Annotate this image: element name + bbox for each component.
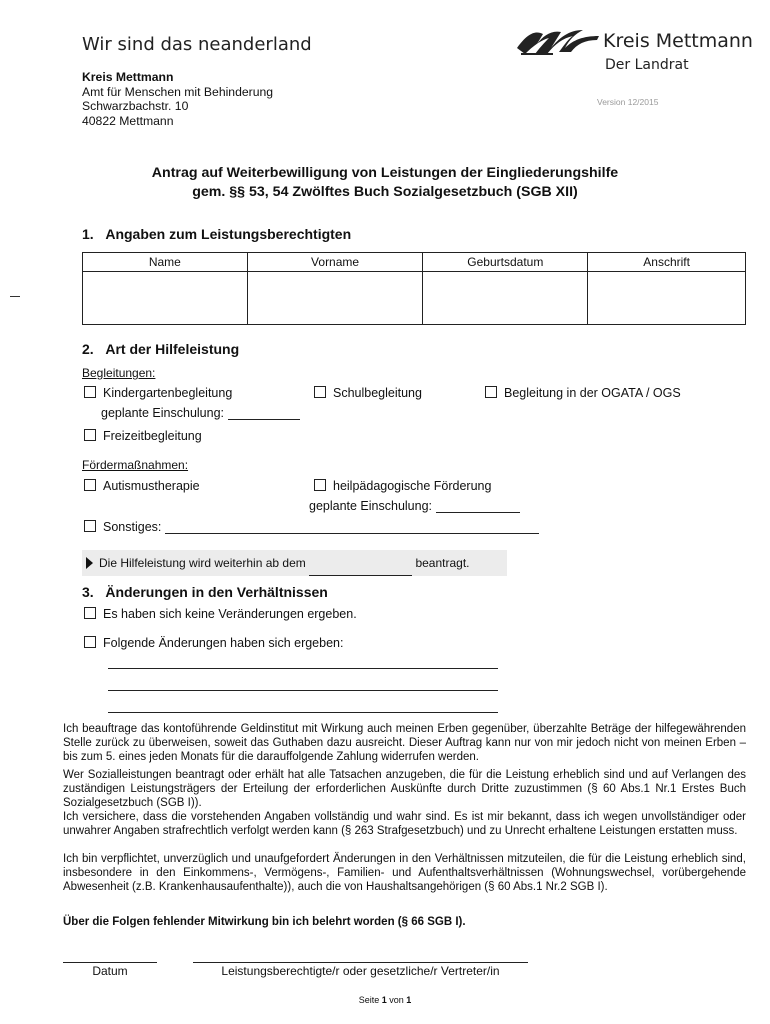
logo-subtitle: Der Landrat (605, 57, 689, 73)
page-total: 1 (406, 995, 412, 1005)
address-line: Kreis Mettmann (82, 70, 174, 84)
ogata-checkbox[interactable] (485, 386, 497, 398)
notice-text-pre: Die Hilfeleistung wird weiterhin ab dem (99, 556, 306, 570)
kindergarten-option[interactable] (84, 386, 232, 400)
changes-label: Folgende Änderungen haben sich ergeben: (103, 636, 344, 650)
geburtsdatum-field[interactable] (423, 272, 588, 325)
page-current: 1 (381, 995, 387, 1005)
address-line: Amt für Menschen mit Behinderung (82, 84, 274, 99)
vorname-field[interactable] (247, 272, 423, 325)
no-changes-option[interactable] (84, 607, 357, 621)
paragraph-assurance: Ich versichere, dass die vorstehenden Angaben vollständig und wahr sind. Es ist mir bekannt, dass ich wegen unvollständiger oder unwahrer Angaben strafrechtlich verfolgt werden kann (§ 263 Strafgesetzbuch) und zu Unrecht erhaltene Leistungen erstatten muss. (63, 811, 746, 837)
ogata-label: Begleitung in der OGATA / OGS (504, 386, 681, 400)
heilpaed-option[interactable] (314, 479, 491, 493)
changes-line-2[interactable] (108, 690, 498, 691)
paragraph-changes-duty: Ich bin verpflichtet, unverzüglich und unaufgefordert Änderungen in den Verhältnissen mitzuteilen, die für die Leistung erheblich sind, insbesondere in den Einkommens-, Vermögens-, Familien- und Aufenthaltsverhältnissen (Wohnungswechsel, vorübergehende Abwesenheit (z.B. Krankenhausaufenthalte)), auch die von Haushaltsangehörigen (§ 60 Abs.1 Nr.2 SGB I). (63, 853, 746, 893)
einschulung-field-2[interactable] (436, 501, 520, 513)
version-label: Version 12/2015 (597, 97, 659, 107)
logo-name: Kreis Mettmann (603, 30, 753, 52)
changes-line-1[interactable] (108, 668, 498, 669)
autismus-option[interactable] (84, 479, 200, 493)
date-label: Datum (92, 964, 128, 978)
kreis-mettmann-logo-icon (513, 24, 603, 58)
no-changes-label: Es haben sich keine Veränderungen ergeben. (103, 607, 357, 621)
schul-option[interactable] (314, 386, 422, 400)
paragraph-duty-to-inform: Wer Sozialleistungen beantragt oder erhält hat alle Tatsachen anzugeben, die für die Leistung erheblich sind und auf Verlangen des zuständigen Leistungsträgers der Erteilung der erforderlichen Auskünfte durch Dritte zuzustimmen (§ 60 Abs.1 Nr.1 Erstes Buch Sozialgesetzbuch (SGB I)). (63, 769, 746, 809)
sonstiges-label: Sonstiges: (103, 520, 162, 534)
form-title-line1: Antrag auf Weiterbewilligung von Leistungen der Eingliederungshilfe (151, 165, 619, 181)
paragraph-bank-authorization: Ich beauftrage das kontoführende Geldinstitut mit Wirkung auch meinen Erben gegenüber, überzahlte Beträge der hilfegewährenden Stelle zurück zu überweisen, soweit das Guthaben dazu ausreicht. Dieser Auftrag kann nur von mir jedoch nicht von meinen Erben – bis zum 5. eines jeden Monats für die darauffolgende Zahlung widerrufen werden. (63, 723, 746, 763)
page-middle: von (389, 995, 404, 1005)
col-vorname: Vorname (247, 253, 423, 272)
person-table (82, 252, 746, 325)
start-date-field[interactable] (309, 561, 412, 576)
slogan: Wir sind das neanderland (82, 34, 312, 55)
signer-signature-line[interactable] (193, 962, 528, 963)
address-line: Schwarzbachstr. 10 (82, 99, 189, 114)
einschulung-row-2 (309, 499, 520, 513)
changes-option[interactable] (84, 636, 343, 650)
section-2-heading: 2. Art der Hilfeleistung (82, 341, 240, 357)
continuation-notice (82, 550, 507, 576)
autismus-checkbox[interactable] (84, 479, 96, 491)
einschulung-field[interactable] (228, 408, 300, 420)
ogata-option[interactable] (485, 386, 681, 400)
changes-checkbox[interactable] (84, 636, 96, 648)
einschulung-label-2: geplante Einschulung: (309, 499, 433, 513)
page-prefix: Seite (358, 995, 380, 1005)
sonstiges-checkbox[interactable] (84, 520, 96, 532)
schul-label: Schulbegleitung (333, 386, 422, 400)
autismus-label: Autismustherapie (103, 479, 200, 493)
einschulung-row-1 (101, 406, 300, 420)
sender-address (82, 70, 273, 128)
form-title (0, 164, 770, 202)
notice-text-post: beantragt. (415, 556, 470, 570)
schul-checkbox[interactable] (314, 386, 326, 398)
sonstiges-option[interactable] (84, 520, 539, 534)
foerder-label: Fördermaßnahmen: (82, 458, 189, 472)
changes-line-3[interactable] (108, 712, 498, 713)
col-name: Name (83, 253, 248, 272)
section-3-heading: 3. Änderungen in den Verhältnissen (82, 584, 328, 600)
freizeit-checkbox[interactable] (84, 429, 96, 441)
no-changes-checkbox[interactable] (84, 607, 96, 619)
kindergarten-checkbox[interactable] (84, 386, 96, 398)
col-geburtsdatum: Geburtsdatum (423, 253, 588, 272)
section-1-heading: 1. Angaben zum Leistungsberechtigten (82, 226, 352, 242)
date-signature-line[interactable] (63, 962, 157, 963)
anschrift-field[interactable] (588, 272, 746, 325)
arrow-right-icon (86, 557, 93, 569)
heilpaed-label: heilpädagogische Förderung (333, 479, 492, 493)
form-title-line2: gem. §§ 53, 54 Zwölftes Buch Sozialgesetzbuch (SGB XII) (192, 184, 578, 200)
einschulung-label: geplante Einschulung: (101, 406, 225, 420)
freizeit-label: Freizeitbegleitung (103, 429, 202, 443)
kindergarten-label: Kindergartenbegleitung (103, 386, 233, 400)
fold-mark (10, 296, 20, 297)
sonstiges-field[interactable] (165, 522, 539, 534)
signer-label: Leistungsberechtigte/r oder gesetzliche/r Vertreter/in (221, 964, 500, 978)
begleitungen-label: Begleitungen: (82, 366, 156, 380)
name-field[interactable] (83, 272, 248, 325)
col-anschrift: Anschrift (588, 253, 746, 272)
paragraph-cooperation: Über die Folgen fehlender Mitwirkung bin ich belehrt worden (§ 66 SGB I). (63, 916, 466, 928)
page-number (0, 995, 770, 1005)
heilpaed-checkbox[interactable] (314, 479, 326, 491)
address-line: 40822 Mettmann (82, 113, 174, 128)
freizeit-option[interactable] (84, 429, 202, 443)
